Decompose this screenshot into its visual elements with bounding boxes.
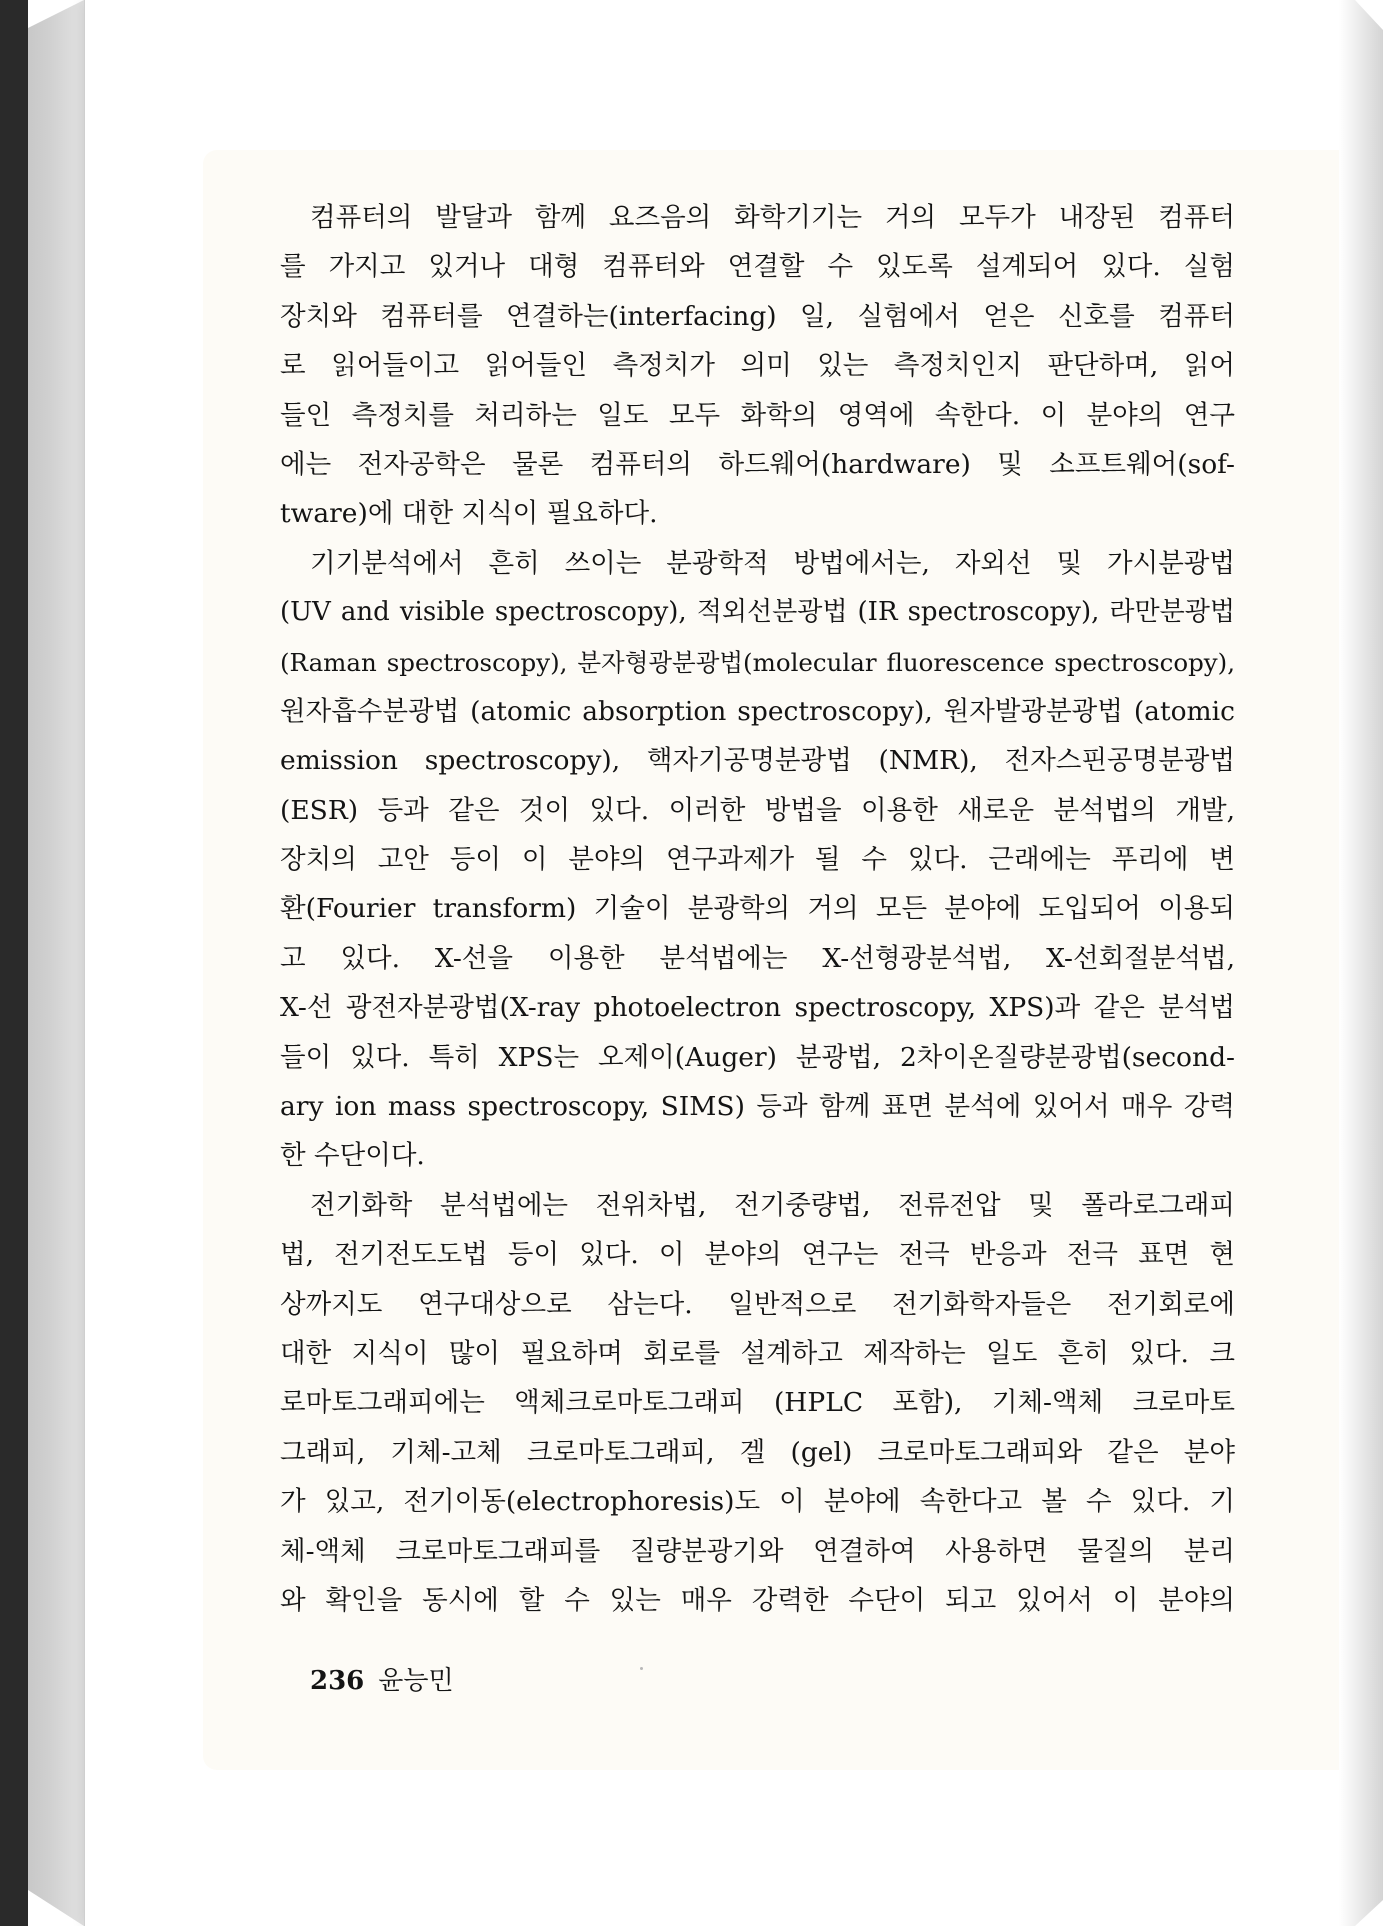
text-line: 그래피, 기체-고체 크로마토그래피, 겔 (gel) 크로마토그래피와 같은 분야 [280, 1436, 1235, 1468]
text-line: (UV and visible spectroscopy), 적외선분광법 (IR spectroscopy), 라만분광법 [280, 597, 1235, 628]
text-line: emission spectroscopy), 핵자기공명분광법 (NMR), 전자스핀공명분광법 [280, 745, 1235, 777]
page-number: 236 [310, 1666, 365, 1696]
text-line: 상까지도 연구대상으로 삼는다. 일반적으로 전기화학자들은 전기회로에 [280, 1288, 1235, 1320]
text-line: 들이 있다. 특히 XPS는 오제이(Auger) 분광법, 2차이온질량분광법(second- [280, 1041, 1235, 1073]
text-line: tware)에 대한 지식이 필요하다. [280, 498, 658, 530]
page-footer [310, 1660, 454, 1697]
text-line: 법, 전기전도도법 등이 있다. 이 분야의 연구는 전극 반응과 전극 표면 현 [280, 1239, 1235, 1271]
text-line: 대한 지식이 많이 필요하며 회로를 설계하고 제작하는 일도 흔히 있다. 크 [280, 1337, 1235, 1369]
text-line: (ESR) 등과 같은 것이 있다. 이러한 방법을 이용한 새로운 분석법의 개발, [280, 794, 1235, 826]
body-text [280, 193, 1235, 1625]
page-right-edge [1339, 0, 1383, 1926]
text-line: 가 있고, 전기이동(electrophoresis)도 이 분야에 속한다고 볼 수 있다. 기 [280, 1486, 1235, 1518]
text-line: ary ion mass spectroscopy, SIMS) 등과 함께 표면 분석에 있어서 매우 강력 [280, 1091, 1235, 1123]
text-line: X-선 광전자분광법(X-ray photoelectron spectroscopy, XPS)과 같은 분석법 [280, 992, 1235, 1024]
text-line: 원자흡수분광법 (atomic absorption spectroscopy), 원자발광분광법 (atomic [280, 695, 1235, 727]
text-line: 한 수단이다. [280, 1140, 425, 1172]
text-line: 체-액체 크로마토그래피를 질량분광기와 연결하여 사용하면 물질의 분리 [280, 1535, 1235, 1567]
text-line: 에는 전자공학은 물론 컴퓨터의 하드웨어(hardware) 및 소프트웨어(sof- [280, 448, 1235, 480]
text-line: 를 가지고 있거나 대형 컴퓨터와 연결할 수 있도록 설계되어 있다. 실험 [280, 251, 1235, 283]
text-line: 환(Fourier transform) 기술이 분광학의 거의 모든 분야에 도입되어 이용되 [280, 893, 1235, 925]
text-line: 들인 측정치를 처리하는 일도 모두 화학의 영역에 속한다. 이 분야의 연구 [280, 399, 1235, 431]
book-spine [0, 0, 28, 1926]
text-line: 기기분석에서 흔히 쓰이는 분광학적 방법에서는, 자외선 및 가시분광법 [310, 547, 1235, 579]
text-line: 로 읽어들이고 읽어들인 측정치가 의미 있는 측정치인지 판단하며, 읽어 [280, 350, 1235, 382]
scan-speck [640, 1667, 643, 1670]
text-line: 장치와 컴퓨터를 연결하는(interfacing) 일, 실험에서 얻은 신호를 컴퓨터 [280, 300, 1235, 332]
text-line: 로마토그래피에는 액체크로마토그래피 (HPLC 포함), 기체-액체 크로마토 [280, 1387, 1235, 1419]
text-line: 전기화학 분석법에는 전위차법, 전기중량법, 전류전압 및 폴라로그래피 [310, 1189, 1235, 1221]
text-line: 컴퓨터의 발달과 함께 요즈음의 화학기기는 거의 모두가 내장된 컴퓨터 [310, 202, 1235, 233]
text-line: 고 있다. X-선을 이용한 분석법에는 X-선형광분석법, X-선회절분석법, [280, 942, 1235, 974]
text-line: 와 확인을 동시에 할 수 있는 매우 강력한 수단이 되고 있어서 이 분야의 [280, 1584, 1235, 1616]
text-line: 장치의 고안 등이 이 분야의 연구과제가 될 수 있다. 근래에는 푸리에 변 [280, 844, 1235, 876]
author-name: 윤능민 [378, 1666, 454, 1696]
text-line: (Raman spectroscopy), 분자형광분광법(molecular fluorescence spectroscopy), [280, 647, 1235, 677]
